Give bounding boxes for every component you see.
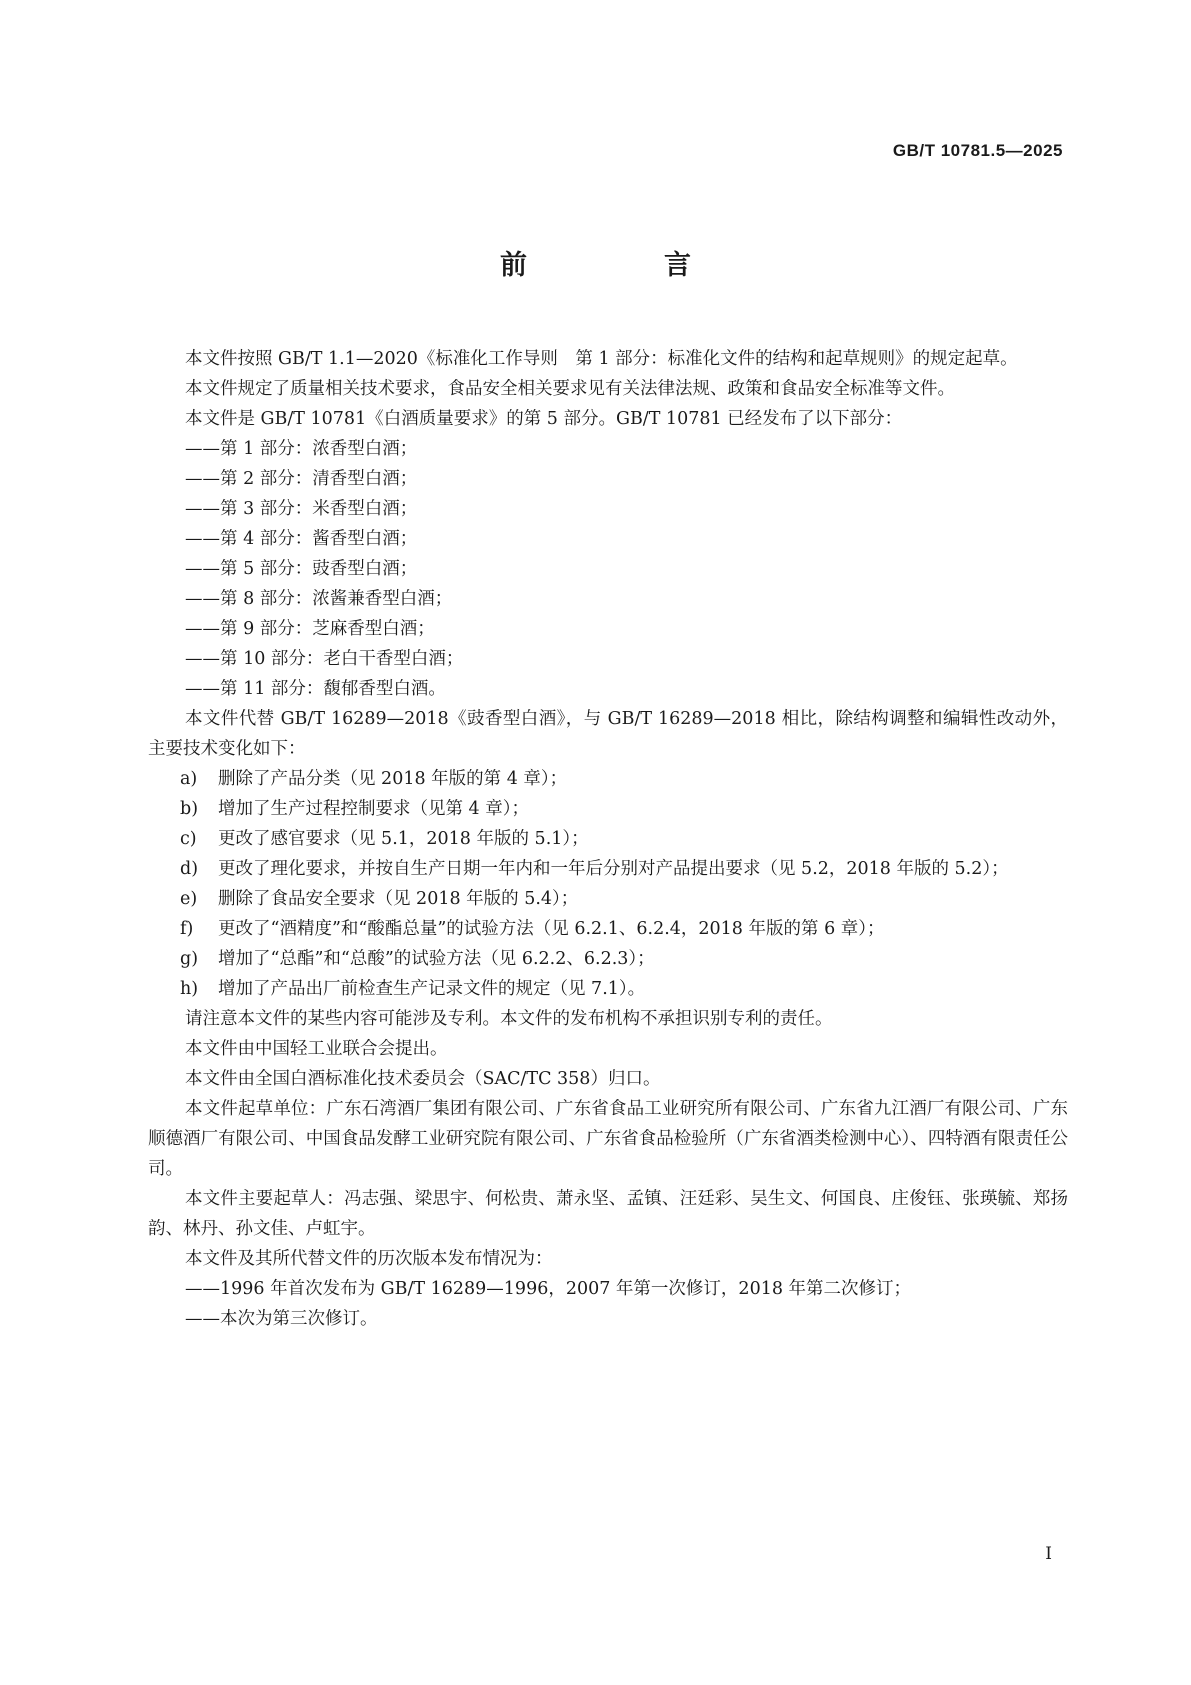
change-item-marker: b) (180, 799, 199, 819)
change-item-text: 增加了“总酯”和“总酸”的试验方法（见 6.2.2、6.2.3）； (218, 949, 655, 969)
change-item (148, 824, 1068, 854)
history-item: ——1996 年首次发布为 GB/T 16289—1996，2007 年第一次修订，2018 年第二次修订； (185, 1279, 912, 1299)
change-item-text: 删除了产品分类（见 2018 年版的第 4 章）； (218, 769, 568, 789)
change-item (148, 764, 1068, 794)
paragraph-patent-notice: 请注意本文件的某些内容可能涉及专利。本文件的发布机构不承担识别专利的责任。 (185, 1009, 833, 1029)
change-item-marker: e) (180, 889, 198, 909)
change-item-marker: a) (180, 769, 198, 789)
paragraph-drafters: 本文件主要起草人：冯志强、梁思宇、何松贵、萧永坚、孟镇、汪廷彩、吴生文、何国良、庄俊钰、张瑛毓、郑扬韵、林丹、孙文佳、卢虹宇。 (148, 1189, 1068, 1239)
paragraph-history-intro: 本文件及其所代替文件的历次版本发布情况为： (185, 1249, 553, 1269)
change-item-text: 增加了生产过程控制要求（见第 4 章）； (218, 799, 530, 819)
list-item: ——第 5 部分：豉香型白酒； (185, 559, 418, 579)
paragraph-replacement: 本文件代替 GB/T 16289—2018《豉香型白酒》，与 GB/T 16289—2018 相比，除结构调整和编辑性改动外，主要技术变化如下： (148, 709, 1068, 759)
change-item (148, 794, 1068, 824)
change-item-marker: c) (180, 829, 197, 849)
change-item-text: 删除了食品安全要求（见 2018 年版的 5.4）； (218, 889, 579, 909)
history-item: ——本次为第三次修订。 (185, 1309, 378, 1329)
change-item-text: 更改了理化要求，并按自生产日期一年内和一年后分别对产品提出要求（见 5.2，2018 年版的 5.2）； (218, 859, 1009, 879)
list-item: ——第 9 部分：芝麻香型白酒； (185, 619, 435, 639)
change-item (148, 854, 1068, 884)
change-item (148, 974, 1068, 1004)
change-item-marker: g) (180, 949, 199, 969)
change-item (148, 914, 1068, 944)
list-item: ——第 3 部分：米香型白酒； (185, 499, 418, 519)
paragraph-proposed-by: 本文件由中国轻工业联合会提出。 (185, 1039, 448, 1059)
parts-list (148, 434, 1068, 704)
change-item-marker: f) (180, 919, 194, 939)
change-item-text: 增加了产品出厂前检查生产记录文件的规定（见 7.1）。 (218, 979, 646, 999)
document-number: GB/T 10781.5—2025 (892, 141, 1063, 160)
change-item-marker: h) (180, 979, 199, 999)
paragraph-scope: 本文件规定了质量相关技术要求，食品安全相关要求见有关法律法规、政策和食品安全标准等文件。 (185, 379, 955, 399)
change-item-text: 更改了感官要求（见 5.1，2018 年版的 5.1）； (218, 829, 589, 849)
foreword-body (148, 344, 1068, 1334)
paragraph-drafting-units: 本文件起草单位：广东石湾酒厂集团有限公司、广东省食品工业研究所有限公司、广东省九江酒厂有限公司、广东顺德酒厂有限公司、中国食品发酵工业研究院有限公司、广东省食品检验所（广东省酒类检测中心）、四特酒有限责任公司。 (148, 1099, 1068, 1179)
paragraph-centralized-by: 本文件由全国白酒标准化技术委员会（SAC/TC 358）归口。 (185, 1069, 661, 1089)
change-item (148, 884, 1068, 914)
changes-list (148, 764, 1068, 1004)
paragraph-drafting-basis: 本文件按照 GB/T 1.1—2020《标准化工作导则 第 1 部分：标准化文件的结构和起草规则》的规定起草。 (185, 349, 1018, 369)
change-item-marker: d) (180, 859, 199, 879)
list-item: ——第 1 部分：浓香型白酒； (185, 439, 418, 459)
list-item: ——第 2 部分：清香型白酒； (185, 469, 418, 489)
change-item (148, 944, 1068, 974)
list-item: ——第 8 部分：浓酱兼香型白酒； (185, 589, 453, 609)
page-number: I (1045, 1544, 1052, 1564)
paragraph-parts-intro: 本文件是 GB/T 10781《白酒质量要求》的第 5 部分。GB/T 10781 已经发布了以下部分： (185, 409, 903, 429)
page-title: 前 言 (500, 250, 746, 281)
list-item: ——第 10 部分：老白干香型白酒； (185, 649, 464, 669)
list-item: ——第 11 部分：馥郁香型白酒。 (185, 679, 446, 699)
change-item-text: 更改了“酒精度”和“酸酯总量”的试验方法（见 6.2.1、6.2.4，2018 年版的第 6 章）； (218, 919, 885, 939)
list-item: ——第 4 部分：酱香型白酒； (185, 529, 418, 549)
